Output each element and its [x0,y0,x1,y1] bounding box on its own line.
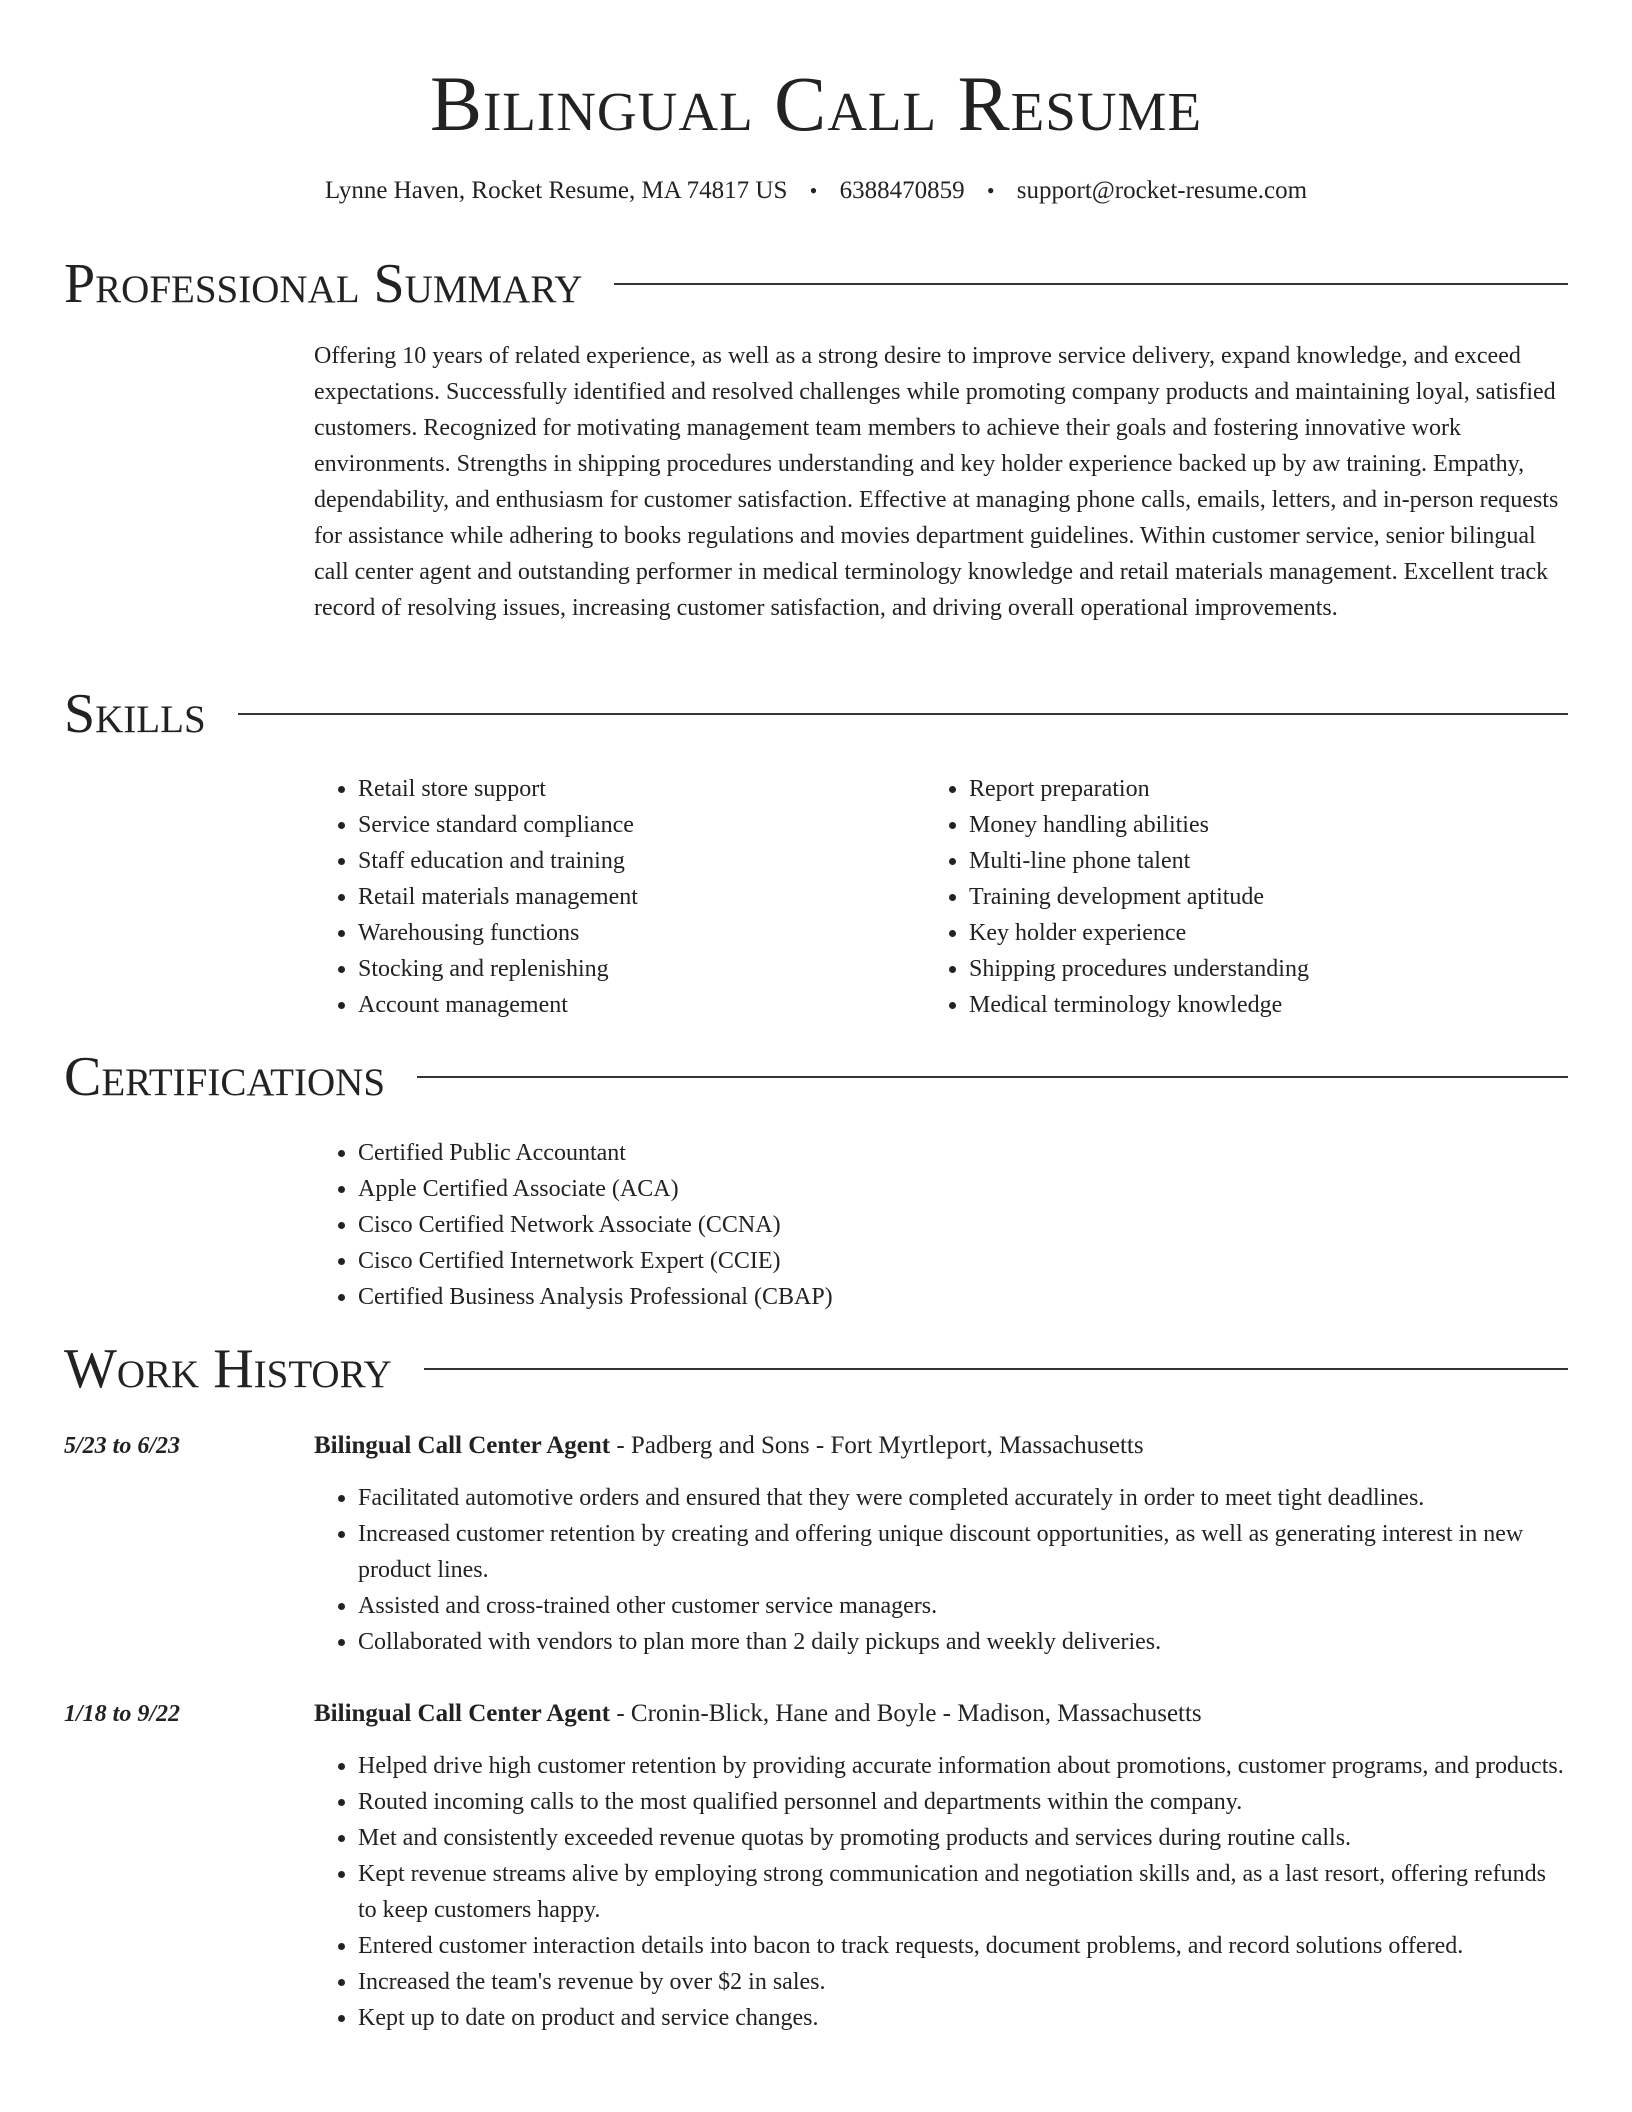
contact-separator: • [809,178,818,203]
responsibility-item: • Assisted and cross-trained other customer service managers. [358,1588,1570,1624]
skill-item: • Warehousing functions [358,915,638,951]
skill-item: • Stocking and replenishing [358,951,638,987]
certifications-list [314,1135,833,1315]
responsibility-item: • Routed incoming calls to the most qualified personnel and departments within the company. [358,1784,1570,1820]
skill-item: • Medical terminology knowledge [969,987,1309,1023]
section-divider [238,713,1568,715]
certification-item: • Certified Public Accountant [358,1135,833,1171]
skill-item: • Money handling abilities [969,807,1309,843]
contact-email: support@rocket-resume.com [1016,177,1308,204]
skill-item: • Shipping procedures understanding [969,951,1309,987]
section-header-summary [64,252,1568,316]
summary-text: Offering 10 years of related experience, as well as a strong desire to improve service delivery, expand knowledge, and exceed expectations. Successfully identified and resolved challenges while promoting company products and maintaining loyal, satisfied customers. Recognized for motivating management team members to achieve their goals and fostering innovative work environments. Strengths in shipping procedures understanding and key holder experience backed up by aw training. Empathy, dependability, and enthusiasm for customer satisfaction. Effective at managing phone calls, emails, letters, and in-person requests for assistance while adhering to books regulations and movies department guidelines. Within customer service, senior bilingual call center agent and outstanding performer in medical terminology knowledge and retail materials management. Excellent track record of resolving issues, increasing customer satisfaction, and driving overall operational improvements. [314,343,1559,621]
responsibility-item: • Entered customer interaction details into bacon to track requests, document problems, and record solutions offered. [358,1928,1570,1964]
skill-item: • Retail store support [358,771,638,807]
responsibility-item: • Collaborated with vendors to plan more than 2 daily pickups and weekly deliveries. [358,1624,1570,1660]
responsibility-item: • Met and consistently exceeded revenue quotas by promoting products and services during routine calls. [358,1820,1570,1856]
responsibility-item: • Increased customer retention by creating and offering unique discount opportunities, as well as generating interest in new product lines. [358,1516,1570,1588]
skill-item: • Multi-line phone talent [969,843,1309,879]
certification-item: • Cisco Certified Network Associate (CCNA) [358,1207,833,1243]
skills-column-right [925,771,1309,1023]
skill-item: • Key holder experience [969,915,1309,951]
contact-line [0,174,1632,208]
skill-item: • Report preparation [969,771,1309,807]
job-dates: 5/23 to 6/23 [64,1433,181,1459]
section-divider [424,1368,1568,1370]
skill-item: • Staff education and training [358,843,638,879]
section-title: Certifications [64,1046,386,1108]
job-responsibilities [314,1480,1570,1660]
contact-phone: 6388470859 [839,177,965,204]
responsibility-item: • Facilitated automotive orders and ensured that they were completed accurately in order to meet tight deadlines. [358,1480,1570,1516]
skill-item: • Retail materials management [358,879,638,915]
contact-separator: • [986,178,995,203]
certification-item: • Apple Certified Associate (ACA) [358,1171,833,1207]
skills-column-left [314,771,638,1023]
section-title: Professional Summary [64,253,583,315]
section-divider [417,1076,1568,1078]
job-employer-location: - Padberg and Sons - Fort Myrtleport, Massachusetts [610,1432,1144,1459]
skill-item: • Training development aptitude [969,879,1309,915]
job-employer-location: - Cronin-Blick, Hane and Boyle - Madison, Massachusetts [610,1700,1202,1727]
job-dates: 1/18 to 9/22 [64,1701,181,1727]
job-role: Bilingual Call Center Agent [314,1432,611,1459]
job-heading [314,1696,1570,1732]
contact-address: Lynne Haven, Rocket Resume, MA 74817 US [324,177,788,204]
responsibility-item: • Helped drive high customer retention by providing accurate information about promotions, customer programs, and products. [358,1748,1570,1784]
certification-item: • Certified Business Analysis Professional (CBAP) [358,1279,833,1315]
section-header-work-history [64,1337,1568,1401]
responsibility-item: • Kept revenue streams alive by employing strong communication and negotiation skills and, as a last resort, offering refunds to keep customers happy. [358,1856,1570,1928]
responsibility-item: • Kept up to date on product and service changes. [358,2000,1570,2036]
resume-title: Bilingual Call Resume [429,60,1203,147]
certification-item: • Cisco Certified Internetwork Expert (CCIE) [358,1243,833,1279]
section-title: Work History [64,1338,392,1400]
skill-item: • Account management [358,987,638,1023]
job-role: Bilingual Call Center Agent [314,1700,611,1727]
skill-item: • Service standard compliance [358,807,638,843]
job-responsibilities [314,1748,1570,2036]
section-title: Skills [64,683,206,745]
section-header-certifications [64,1045,1568,1109]
section-divider [614,283,1568,285]
responsibility-item: • Increased the team's revenue by over $2 in sales. [358,1964,1570,2000]
job-heading [314,1428,1570,1464]
section-header-skills [64,682,1568,746]
